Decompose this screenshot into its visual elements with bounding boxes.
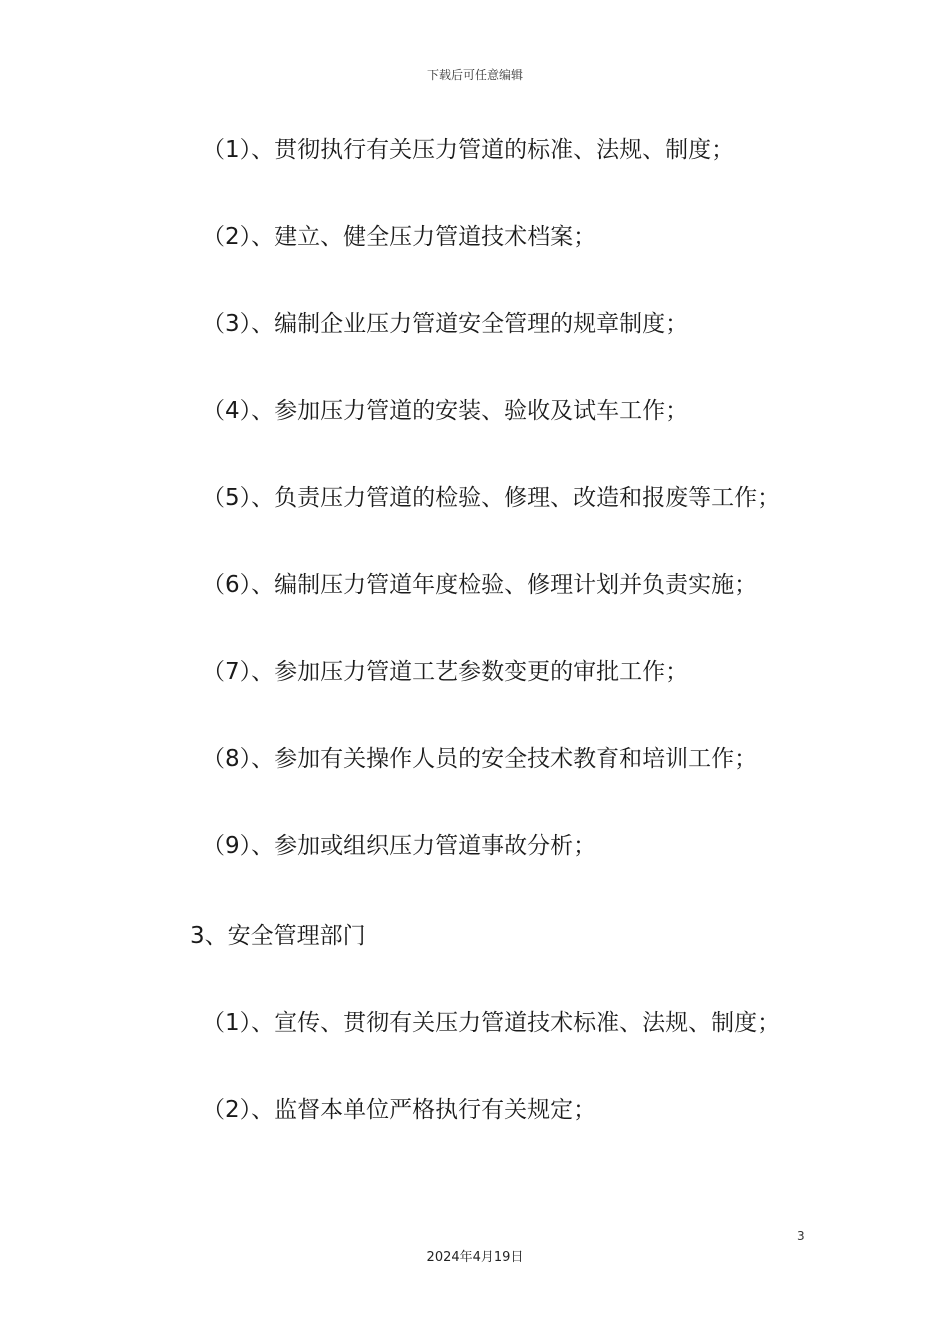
list-item: （1）、宣传、贯彻有关压力管道技术标准、法规、制度；: [202, 1010, 781, 1036]
section-heading: 3、安全管理部门: [190, 923, 366, 949]
list-item: （9）、参加或组织压力管道事故分析；: [202, 833, 597, 859]
list-item: （4）、参加压力管道的安装、验收及试车工作；: [202, 398, 689, 424]
list-item: （6）、编制压力管道年度检验、修理计划并负责实施；: [202, 572, 758, 598]
list-item: （2）、监督本单位严格执行有关规定；: [202, 1097, 597, 1123]
list-item: （2）、建立、健全压力管道技术档案；: [202, 224, 597, 250]
page-date: 2024年4月19日: [426, 1250, 524, 1265]
list-item: （7）、参加压力管道工艺参数变更的审批工作；: [202, 659, 689, 685]
page-header: 下载后可任意编辑: [426, 68, 523, 82]
list-item: （3）、编制企业压力管道安全管理的规章制度；: [202, 311, 689, 337]
page-number: 3: [797, 1229, 805, 1243]
list-item: （8）、参加有关操作人员的安全技术教育和培训工作；: [202, 746, 758, 772]
list-item: （5）、负责压力管道的检验、修理、改造和报废等工作；: [202, 485, 781, 511]
list-item: （1）、贯彻执行有关压力管道的标准、法规、制度；: [202, 137, 735, 163]
